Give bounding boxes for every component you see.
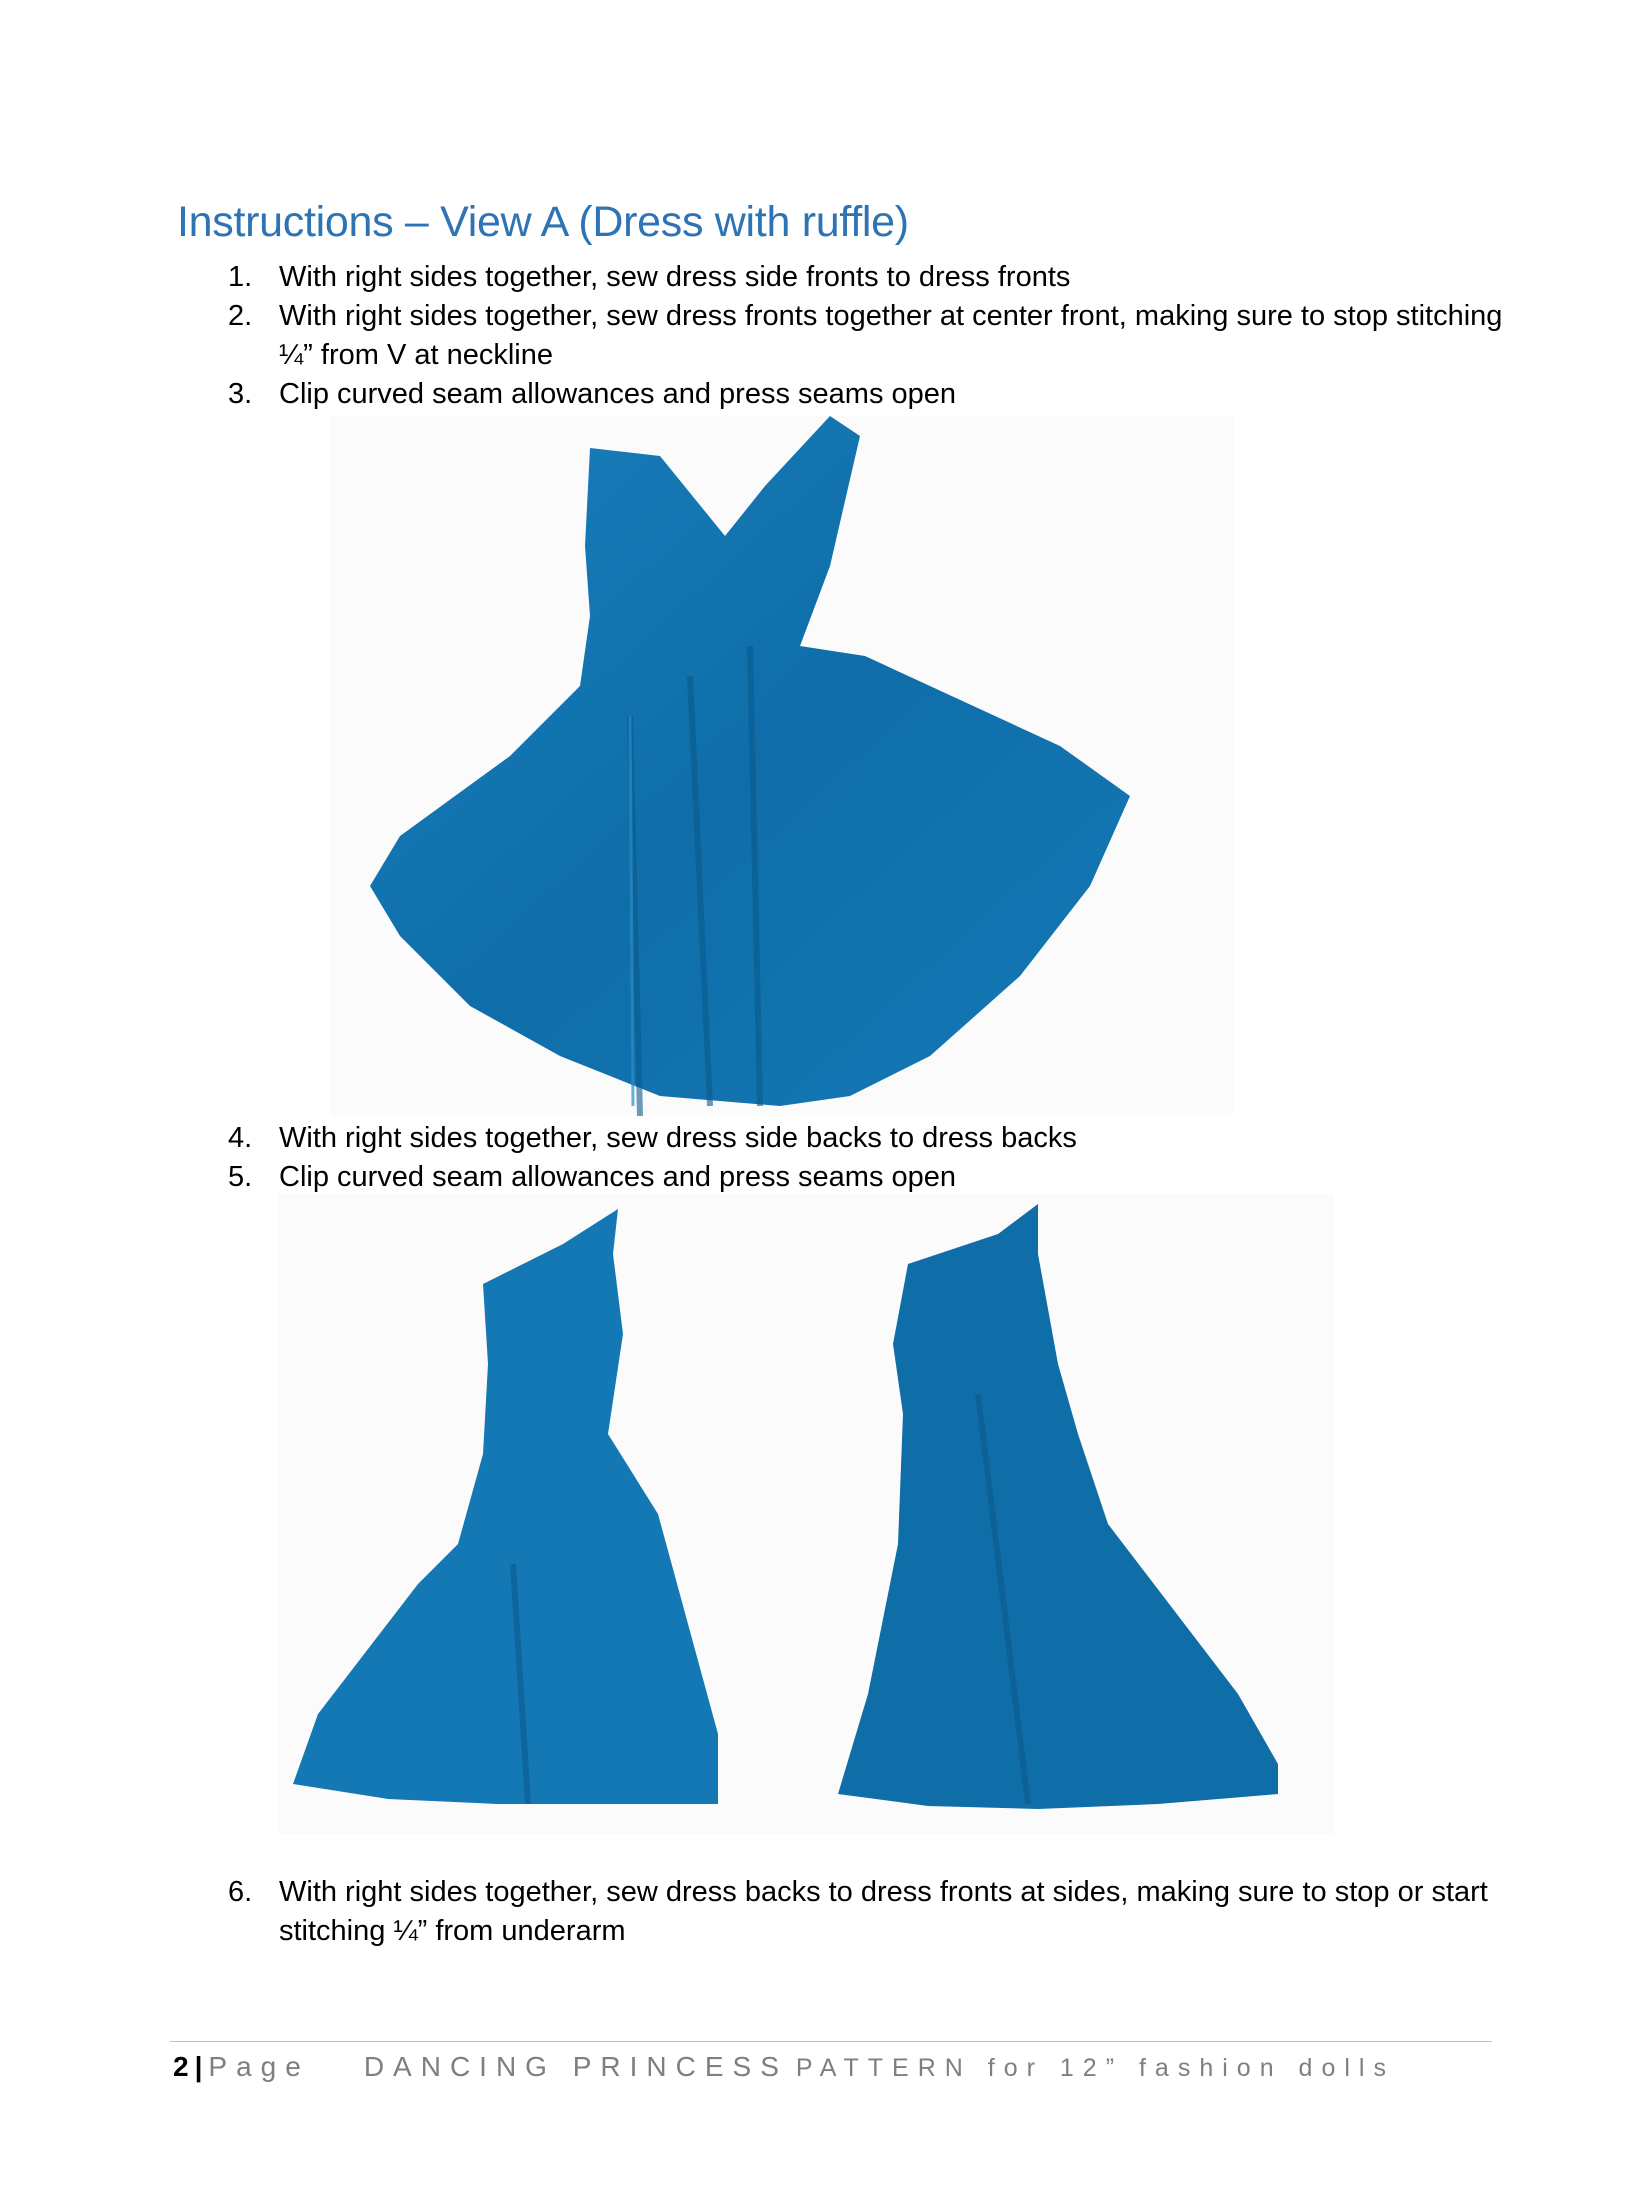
step-number: 2. <box>228 300 253 332</box>
step-number: 1. <box>228 261 253 293</box>
step-text: With right sides together, sew dress backs to dress fronts at sides, making sure to stop or start stitching ¼” from underarm <box>279 1876 1488 1947</box>
dress-front-photo <box>330 416 1233 1116</box>
page-number: 2 <box>173 2051 189 2082</box>
page-heading: Instructions – View A (Dress with ruffle) <box>177 198 909 246</box>
dress-back-right-shape <box>838 1204 1278 1809</box>
page-label: Page <box>208 2051 310 2082</box>
document-title: DANCING PRINCESS <box>363 2051 788 2082</box>
step-number: 6. <box>228 1876 253 1908</box>
dress-backs-photo <box>278 1194 1334 1834</box>
dress-back-left-shape <box>293 1209 718 1804</box>
dress-backs-illustration <box>278 1194 1334 1834</box>
step-text: Clip curved seam allowances and press seams open <box>279 1161 957 1193</box>
footer-divider <box>170 2041 1492 2042</box>
step-text: Clip curved seam allowances and press seams open <box>279 378 957 410</box>
step-number: 4. <box>228 1122 253 1154</box>
step-text: With right sides together, sew dress side backs to dress backs <box>279 1122 1077 1154</box>
step-number: 5. <box>228 1161 253 1193</box>
page-footer <box>173 2051 1395 2083</box>
dress-front-illustration <box>330 416 1233 1116</box>
document-subtitle: PATTERN for 12” fashion dolls <box>795 2054 1395 2082</box>
step-number: 3. <box>228 378 253 410</box>
footer-separator: | <box>194 2051 203 2082</box>
step-text: With right sides together, sew dress fronts together at center front, making sure to stop stitching ¼” from V at neckline <box>279 300 1503 371</box>
step-text: With right sides together, sew dress side fronts to dress fronts <box>279 261 1071 293</box>
